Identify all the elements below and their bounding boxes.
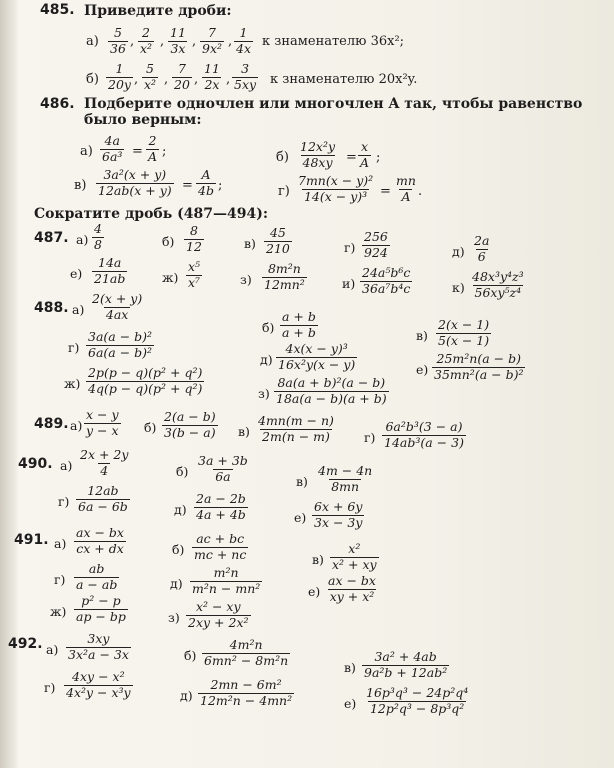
fraction: $\frac{3a + 3b}{6a}$ [198, 453, 248, 484]
item-label: б) [172, 542, 185, 557]
fraction: $\frac{\text{3a² + 4ab}}{\text{9a²b + 12ab²}}$ [364, 649, 448, 680]
fraction: $\frac{2}{\text{x²}}$ [140, 25, 153, 56]
fraction: $\frac{\text{x²}}{\text{x² + xy}}$ [332, 541, 377, 572]
item-label: к) [452, 280, 465, 295]
fraction: $\frac{11}{2x}$ [204, 61, 220, 92]
problem-485-a-suffix: к знаменателю 36x²; [262, 34, 405, 49]
fraction: $\frac{A}{4b}$ [198, 167, 214, 198]
fraction: $\frac{\text{m²n}}{\text{m²n − mn²}}$ [192, 565, 261, 596]
fraction: $\frac{1}{20y}$ [108, 61, 131, 92]
item-label: в) [416, 328, 428, 343]
fraction: $\frac{\text{16p³q³ − 24p²q⁴}}{\text{12p²q³ − 8p³q²}}$ [366, 685, 469, 716]
fraction: $\frac{7}{\text{9x²}}$ [202, 25, 223, 56]
fraction: $\frac{1}{4x}$ [236, 25, 252, 56]
problem-485-b-label: б) [86, 72, 99, 87]
fraction: $\frac{\text{2mn − 6m²}}{\text{12m²n − 4mn²}}$ [200, 677, 293, 708]
problem-485-task: Приведите дроби: [84, 3, 232, 19]
item-label: в) [244, 236, 256, 251]
problem-486-number: 486. [40, 96, 75, 112]
item-label: з) [168, 610, 180, 625]
item-label: д) [180, 688, 193, 703]
fraction: $\frac{\text{12x²y}}{48xy}$ [300, 139, 336, 170]
fraction: $\frac{ax - bx}{\text{xy + x²}}$ [328, 573, 376, 604]
fraction: $\frac{256}{924}$ [364, 229, 388, 260]
fraction: $\frac{3xy}{\text{3x²a − 3x}}$ [68, 631, 129, 662]
item-label: ж) [162, 270, 179, 285]
fraction: $\frac{ab}{a - ab}$ [76, 561, 118, 592]
item-label: е) [294, 510, 307, 525]
item-label: в) [312, 552, 324, 567]
fraction: $\frac{3}{5xy}$ [234, 61, 257, 92]
fraction: $\frac{mn}{A}$ [396, 173, 416, 204]
reduce-heading: Сократите дробь (487—494): [34, 206, 269, 222]
problem-491-number: 491. [14, 532, 49, 548]
item-label: з) [258, 386, 270, 401]
item-label: а) [70, 418, 83, 433]
fraction: $\frac{\text{4xy − x²}}{\text{4x²y − x³y}}$ [66, 669, 131, 700]
fraction: $\frac{\text{3a(a − b)²}}{\text{6a(a − b)²}}$ [88, 329, 153, 360]
item-label: ж) [64, 376, 81, 391]
item-label: б) [144, 420, 157, 435]
problem-486-a-label: а) [80, 144, 93, 159]
item-label: а) [54, 536, 67, 551]
fraction: $\frac{\text{7mn(x − y)²}}{\text{14(x − y)³}}$ [298, 173, 374, 204]
fraction: $\frac{2x + 2y}{4}$ [80, 447, 129, 478]
item-label: г) [68, 340, 80, 355]
problem-486-task-line2: было верным: [84, 112, 202, 128]
textbook-page: 485. Приведите дроби: а) $\frac{5}{36}$ , $\frac{2}{\text{x²}}$ , $\frac{11}{3x}$ , $\frac{7}{\text{9x²}}$ , $\frac{1}{4x}$ к знаменателю 36x²; б) $\frac{1}{20y}$ , $\frac{5}{\text{x²}}$ , $\frac{7}{20}$ , $\frac{11}{2x}$ , $\frac{3}{5xy}$ к знаменателю 20x²y. 486. Подберите одночлен или многочлен A так, чтобы равенство было верным: а) $\frac{4a}{\text{6a³}}$ = $\frac{2}{A}$ ; б) $\frac{\text{12x²y}}{48xy}$ = $\frac{x}{A}$ ; в) $\frac{\text{3a²(x + y)}}{12ab(x + y)}$ = $\frac{A}{4b}$ ; г) $\frac{\text{7mn(x − y)²}}{\text{14(x − y)³}}$ = $\frac{mn}{A}$ . Сократите дробь (487—494): 487. а) $\frac{4}{8}$ б) $\frac{8}{12}$ в) $\frac{45}{210}$ г) $\frac{256}{924}$ д) $\frac{2a}{6}$ е) $\frac{14a}{21ab}$ ж) $\frac{\text{x⁵}}{\text{x⁷}}$ з) $\frac{\text{8m²n}}{\text{12mn²}}$ и) $\frac{\text{24a⁵b⁶c}}{\text{36a⁷b⁴c}}$ к) $\frac{\text{48x³y⁴z³}}{\text{56xy⁵z⁴}}$ 488. а) $\frac{2(x + y)}{4ax}$ б) $\frac{a + b}{a + b}$ в) $\frac{2(x - 1)}{5(x - 1)}$ г) $\frac{\text{3a(a − b)²}}{\text{6a(a − b)²}}$ д) $\frac{\text{4x(x − y)³}}{\text{16x²y(x − y)}}$ е) $\frac{\text{25m²n(a − b)}}{\text{35mn²(a − b)²}}$ ж) $\frac{\text{2p(p − q)(p² + q²)}}{\text{4q(p − q)(p² + q²)}}$ з) $\frac{\text{8a(a + b)²(a − b)}}{18a(a - b)(a + b)}$ 489. а) $\frac{x - y}{y - x}$ б) $\frac{2(a - b)}{3(b - a)}$ в) $\frac{4mn(m - n)}{2m(n - m)}$ г) $\frac{\text{6a²b³(3 − a)}}{\text{14ab³(a − 3)}}$ 490. а) $\frac{2x + 2y}{4}$ б) $\frac{3a + 3b}{6a}$ в) $\frac{4m - 4n}{8mn}$ г) $\frac{12ab}{6a - 6b}$ д) $\frac{2a - 2b}{4a + 4b}$ е) $\frac{6x + 6y}{3x - 3y}$ 491. а) $\frac{ax - bx}{cx + dx}$ б) $\frac{ac + bc}{mc + nc}$ в) $\frac{\text{x²}}{\text{x² + xy}}$ г) $\frac{ab}{a - ab}$ д) $\frac{\text{m²n}}{\text{m²n − mn²}}$ е) $\frac{ax - bx}{\text{xy + x²}}$ ж) $\frac{\text{p² − p}}{ap - bp}$ з) $\frac{\text{x² − xy}}{\text{2xy + 2x²}}$ 492. а) $\frac{3xy}{\text{3x²a − 3x}}$ б) $\frac{\text{4m²n}}{\text{6mn² − 8m²n}}$ в) $\frac{\text{3a² + 4ab}}{\text{9a²b + 12ab²}}$ г) $\frac{\text{4xy − x²}}{\text{4x²y − x³y}}$ д) $\frac{\text{2mn − 6m²}}{\text{12m²n − 4mn²}}$ е) $\frac{\text{16p³q³ − 24p²q⁴}}{\text{12p²q³ − 8p³q²}}$ [0, 0, 614, 768]
fraction: $\frac{5}{36}$ [110, 25, 126, 56]
item-label: г) [58, 494, 70, 509]
fraction: $\frac{ax - bx}{cx + dx}$ [76, 525, 124, 556]
fraction: $\frac{14a}{21ab}$ [94, 255, 126, 286]
fraction: $\frac{\text{48x³y⁴z³}}{\text{56xy⁵z⁴}}$ [472, 269, 524, 300]
item-label: а) [46, 642, 59, 657]
fraction: $\frac{4a}{\text{6a³}}$ [102, 133, 123, 164]
item-label: д) [260, 352, 273, 367]
item-label: в) [296, 474, 308, 489]
item-label: а) [72, 302, 85, 317]
item-label: б) [184, 648, 197, 663]
fraction: $\frac{\text{2p(p − q)(p² + q²)}}{\text{4q(p − q)(p² + q²)}}$ [88, 365, 203, 396]
fraction: $\frac{\text{p² − p}}{ap - bp}$ [76, 593, 126, 624]
fraction: $\frac{4}{8}$ [94, 221, 102, 252]
problem-486-v-label: в) [74, 178, 87, 193]
item-label: г) [54, 572, 66, 587]
item-label: е) [344, 696, 357, 711]
problem-486-b-label: б) [276, 150, 289, 165]
fraction: $\frac{45}{210}$ [266, 225, 290, 256]
fraction: $\frac{\text{4m²n}}{\text{6mn² − 8m²n}}$ [204, 637, 289, 668]
fraction: $\frac{6x + 6y}{3x - 3y}$ [314, 499, 363, 530]
fraction: $\frac{\text{3a²(x + y)}}{12ab(x + y)}$ [98, 167, 172, 198]
item-label: ж) [50, 604, 67, 619]
item-label: д) [170, 576, 183, 591]
item-label: е) [308, 584, 321, 599]
problem-485-a-label: а) [86, 34, 99, 49]
problem-485-b-suffix: к знаменателю 20x²y. [270, 72, 418, 87]
problem-489-number: 489. [34, 416, 69, 432]
fraction: $\frac{\text{8m²n}}{\text{12mn²}}$ [264, 261, 305, 292]
item-label: б) [162, 234, 175, 249]
fraction: $\frac{x}{A}$ [360, 139, 370, 170]
fraction: $\frac{5}{\text{x²}}$ [144, 61, 157, 92]
fraction: $\frac{8}{12}$ [186, 223, 202, 254]
fraction: $\frac{x - y}{y - x}$ [86, 407, 119, 438]
item-label: г) [44, 680, 56, 695]
fraction: $\frac{\text{24a⁵b⁶c}}{\text{36a⁷b⁴c}}$ [362, 265, 411, 296]
fraction: $\frac{2(a - b)}{3(b - a)}$ [164, 409, 216, 440]
item-label: б) [176, 464, 189, 479]
fraction: $\frac{\text{8a(a + b)²(a − b)}}{18a(a - b)(a + b)}$ [276, 375, 387, 406]
item-label: а) [76, 232, 89, 247]
fraction: $\frac{a + b}{a + b}$ [282, 309, 316, 340]
item-label: г) [364, 430, 376, 445]
fraction: $\frac{\text{x² − xy}}{\text{2xy + 2x²}}$ [188, 599, 249, 630]
problem-488-number: 488. [34, 300, 69, 316]
item-label: д) [174, 502, 187, 517]
problem-490-number: 490. [18, 456, 53, 472]
fraction: $\frac{\text{6a²b³(3 − a)}}{\text{14ab³(a − 3)}}$ [384, 419, 464, 450]
fraction: $\frac{\text{25m²n(a − b)}}{\text{35mn²(a − b)²}}$ [434, 351, 524, 382]
fraction: $\frac{2}{A}$ [148, 133, 158, 164]
problem-486-g-label: г) [278, 184, 290, 199]
page-gutter-shadow [0, 0, 18, 768]
problem-485-number: 485. [40, 2, 75, 18]
item-label: а) [60, 458, 73, 473]
problem-492-number: 492. [8, 636, 43, 652]
item-label: д) [452, 244, 465, 259]
problem-487-number: 487. [34, 230, 69, 246]
fraction: $\frac{12ab}{6a - 6b}$ [78, 483, 128, 514]
fraction: $\frac{11}{3x}$ [170, 25, 186, 56]
fraction: $\frac{\text{x⁵}}{\text{x⁷}}$ [188, 259, 201, 290]
fraction: $\frac{7}{20}$ [174, 61, 190, 92]
fraction: $\frac{4mn(m - n)}{2m(n - m)}$ [258, 413, 334, 444]
item-label: з) [240, 272, 252, 287]
item-label: в) [238, 424, 250, 439]
item-label: е) [416, 362, 429, 377]
fraction: $\frac{4m - 4n}{8mn}$ [318, 463, 373, 494]
item-label: б) [262, 320, 275, 335]
fraction: $\frac{\text{4x(x − y)³}}{\text{16x²y(x − y)}}$ [278, 341, 356, 372]
fraction: $\frac{2(x + y)}{4ax}$ [92, 291, 143, 322]
problem-486-task-line1: Подберите одночлен или многочлен A так, чтобы равенство [84, 96, 583, 112]
fraction: $\frac{2a}{6}$ [474, 233, 490, 264]
item-label: е) [70, 266, 83, 281]
item-label: и) [342, 276, 356, 291]
item-label: г) [344, 240, 356, 255]
item-label: в) [344, 660, 356, 675]
fraction: $\frac{ac + bc}{mc + nc}$ [194, 531, 247, 562]
fraction: $\frac{2a - 2b}{4a + 4b}$ [196, 491, 246, 522]
fraction: $\frac{2(x - 1)}{5(x - 1)}$ [438, 317, 490, 348]
